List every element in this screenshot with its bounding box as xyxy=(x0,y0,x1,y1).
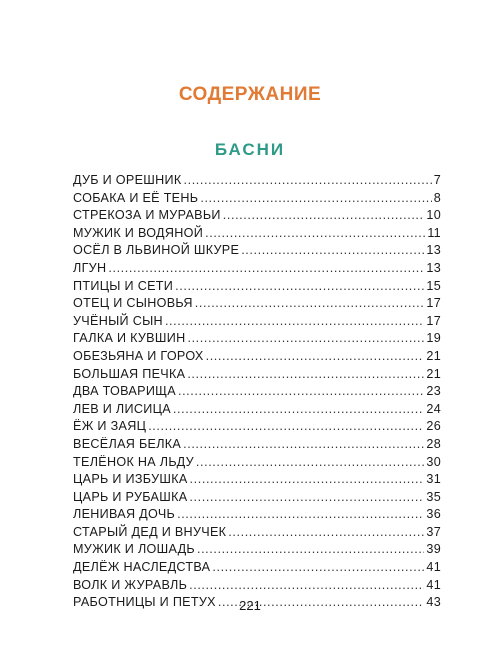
toc-entry-title: ВЕСЁЛАЯ БЕЛКА xyxy=(73,436,182,451)
toc-entry xyxy=(73,260,441,278)
dot-leader xyxy=(189,577,424,595)
toc-entry-title: СОБАКА И ЕЁ ТЕНЬ xyxy=(73,190,199,205)
toc-entry xyxy=(73,471,441,489)
toc-entry-title: ОСЁЛ В ЛЬВИНОЙ ШКУРЕ xyxy=(73,243,240,258)
toc-entry-title: ДВА ТОВАРИЩА xyxy=(73,384,176,399)
toc-entry xyxy=(73,559,441,577)
toc-entry xyxy=(73,366,441,384)
dot-leader xyxy=(195,295,425,313)
toc-entry xyxy=(73,313,441,331)
toc-entry-title: ЦАРЬ И ИЗБУШКА xyxy=(73,472,188,487)
toc-entry-page: 36 xyxy=(426,507,441,522)
toc-entry-page: 11 xyxy=(427,225,441,240)
dot-leader xyxy=(187,366,424,384)
toc-entry xyxy=(73,190,441,208)
dot-leader xyxy=(148,418,424,436)
toc-entry xyxy=(73,418,441,436)
toc-entry-page: 7 xyxy=(433,173,441,187)
toc-entry-page: 10 xyxy=(426,208,441,223)
toc-entry xyxy=(73,207,441,225)
toc-entry-page: 15 xyxy=(426,278,441,293)
toc-entry-page: 17 xyxy=(426,296,441,311)
dot-leader xyxy=(165,313,424,331)
toc-entry xyxy=(73,506,441,524)
toc-entry xyxy=(73,454,441,472)
table-of-contents xyxy=(73,172,441,612)
toc-entry-page: 13 xyxy=(426,243,441,258)
toc-entry-page: 43 xyxy=(426,595,441,610)
toc-entry-page: 8 xyxy=(433,190,441,205)
toc-entry xyxy=(73,524,441,542)
toc-entry-page: 26 xyxy=(426,419,441,434)
toc-entry xyxy=(73,278,441,296)
page-title: СОДЕРЖАНИЕ xyxy=(178,84,322,105)
dot-leader xyxy=(241,242,424,260)
toc-entry xyxy=(73,330,441,348)
toc-entry xyxy=(73,489,441,507)
toc-entry xyxy=(73,577,441,595)
dot-leader xyxy=(205,225,425,243)
toc-entry xyxy=(73,295,441,313)
toc-entry-page: 17 xyxy=(426,313,441,328)
dot-leader xyxy=(223,207,425,225)
dot-leader xyxy=(190,471,425,489)
toc-entry-title: ОТЕЦ И СЫНОВЬЯ xyxy=(73,296,193,311)
toc-entry-title: ПТИЦЫ И СЕТИ xyxy=(73,278,174,293)
toc-entry-page: 31 xyxy=(426,472,441,487)
toc-entry-title: МУЖИК И ВОДЯНОЙ xyxy=(73,225,204,240)
toc-entry-page: 21 xyxy=(426,366,441,381)
dot-leader xyxy=(228,524,424,542)
dot-leader xyxy=(177,506,424,524)
toc-entry-title: ОБЕЗЬЯНА И ГОРОХ xyxy=(73,348,204,363)
dot-leader xyxy=(189,489,424,507)
toc-entry-page: 23 xyxy=(426,384,441,399)
toc-entry xyxy=(73,348,441,366)
dot-leader xyxy=(108,260,424,278)
dot-leader xyxy=(196,454,424,472)
dot-leader xyxy=(200,190,431,208)
toc-entry-title: ДЕЛЁЖ НАСЛЕДСТВА xyxy=(73,560,211,575)
toc-entry-page: 28 xyxy=(426,436,441,451)
toc-entry-page: 35 xyxy=(426,489,441,504)
toc-entry-title: ЛЕНИВАЯ ДОЧЬ xyxy=(73,507,176,522)
toc-entry-title: ЁЖ И ЗАЯЦ xyxy=(73,419,147,434)
toc-entry-page: 39 xyxy=(426,542,441,557)
toc-entry xyxy=(73,401,441,419)
dot-leader xyxy=(173,401,424,419)
toc-entry-title: ЛГУН xyxy=(73,260,107,275)
toc-entry-title: СТАРЫЙ ДЕД И ВНУЧЕК xyxy=(73,524,227,539)
toc-entry xyxy=(73,242,441,260)
toc-entry-page: 41 xyxy=(426,577,441,592)
dot-leader xyxy=(175,278,424,296)
toc-entry-title: ДУБ И ОРЕШНИК xyxy=(73,173,182,187)
toc-entry-title: ЛЕВ И ЛИСИЦА xyxy=(73,401,171,416)
toc-entry-page: 24 xyxy=(426,401,441,416)
toc-entry-title: БОЛЬШАЯ ПЕЧКА xyxy=(73,366,186,381)
section-heading: БАСНИ xyxy=(214,140,286,159)
toc-entry-title: СТРЕКОЗА И МУРАВЬИ xyxy=(73,208,221,223)
dot-leader xyxy=(187,330,424,348)
toc-entry xyxy=(73,541,441,559)
toc-entry-page: 21 xyxy=(426,348,441,363)
toc-entry-title: МУЖИК И ЛОШАДЬ xyxy=(73,542,195,557)
dot-leader xyxy=(206,348,425,366)
dot-leader xyxy=(197,541,424,559)
toc-entry-title: ВОЛК И ЖУРАВЛЬ xyxy=(73,577,188,592)
toc-entry-title: ЦАРЬ И РУБАШКА xyxy=(73,489,188,504)
toc-entry-title: УЧЁНЫЙ СЫН xyxy=(73,313,163,328)
toc-entry-title: ТЕЛЁНОК НА ЛЬДУ xyxy=(73,454,194,469)
toc-entry-page: 30 xyxy=(426,454,441,469)
dot-leader xyxy=(178,383,424,401)
toc-entry-title: РАБОТНИЦЫ И ПЕТУХ xyxy=(73,595,216,610)
toc-entry-page: 13 xyxy=(426,260,441,275)
toc-entry-page: 41 xyxy=(426,560,441,575)
dot-leader xyxy=(184,172,432,190)
toc-entry xyxy=(73,172,441,190)
toc-entry xyxy=(73,436,441,454)
dot-leader xyxy=(212,559,424,577)
page-number: 221 xyxy=(239,598,261,613)
dot-leader xyxy=(183,436,424,454)
toc-entry xyxy=(73,383,441,401)
toc-entry-page: 19 xyxy=(426,331,441,346)
toc-entry-title: ГАЛКА И КУВШИН xyxy=(73,331,186,346)
toc-entry xyxy=(73,225,441,243)
toc-entry-page: 37 xyxy=(426,524,441,539)
